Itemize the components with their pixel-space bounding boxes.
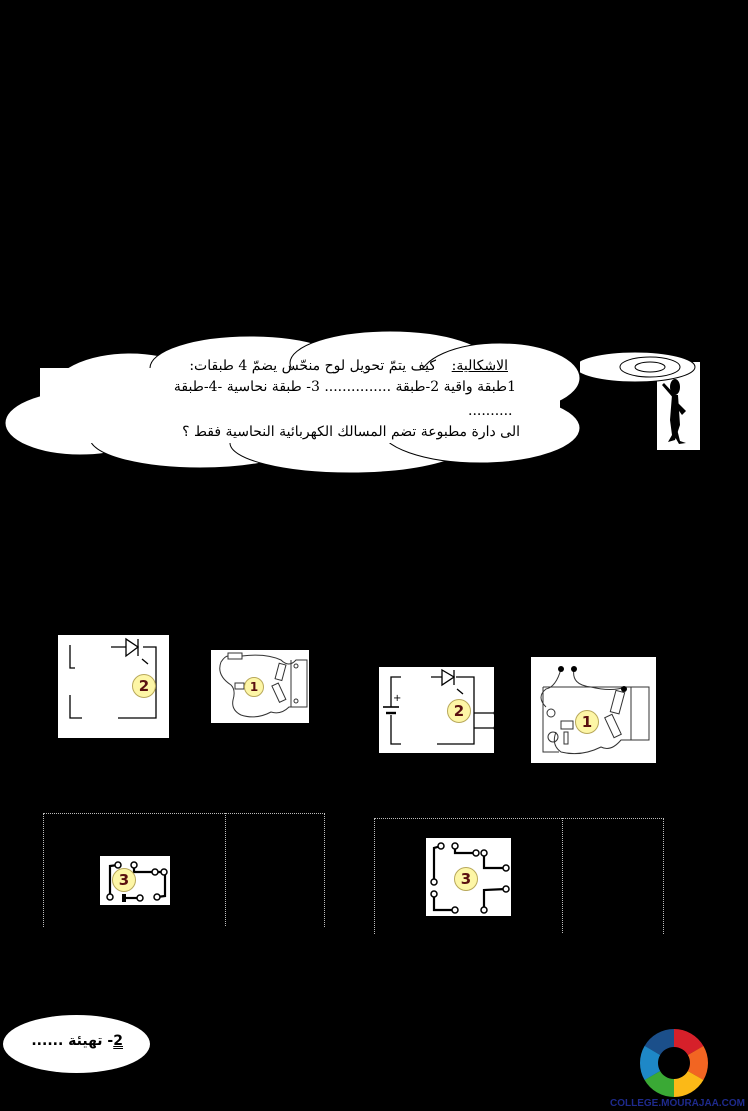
section-number: 2 <box>113 1033 123 1049</box>
section-label: - تهيئة ...... <box>31 1033 114 1049</box>
badge-2: 2 <box>447 699 471 723</box>
left-circuit-photo-panel <box>211 650 309 723</box>
badge-2: 2 <box>132 674 156 698</box>
circuit-photo-illustration <box>531 657 656 763</box>
badge-3: 3 <box>454 867 478 891</box>
problem-line-2: 1طبقة واقية 2-طبقة ............... 3- طبقة نحاسية -4-طبقة <box>173 379 516 395</box>
ufo-character-illustration <box>580 345 705 450</box>
college-mourajaa-logo <box>638 1027 710 1099</box>
battery-led-schematic-diagram <box>379 667 504 753</box>
left-pcb-layout-panel <box>100 856 170 905</box>
logo-text: COLLEGE.MOURAJAA.COM <box>610 1098 745 1109</box>
right-circuit-photo-panel <box>531 657 656 763</box>
problem-line-3: .......... <box>468 403 513 419</box>
right-schematic-panel <box>379 667 494 753</box>
badge-3: 3 <box>112 868 136 892</box>
badge-1: 1 <box>575 710 599 734</box>
right-answer-table <box>374 818 664 934</box>
problem-line-4: الى دارة مطبوعة تضم المسالك الكهربائية النحاسية فقط ؟ <box>182 424 520 440</box>
problem-line-1: كيف يتمّ تحويل لوح منحّس يضمّ 4 طبقات: <box>189 358 436 374</box>
problem-title: الاشكالية: <box>451 358 508 374</box>
left-table-divider <box>225 813 226 926</box>
battery-plus-sign: + <box>393 693 402 704</box>
right-pcb-layout-panel <box>426 838 511 916</box>
left-answer-table <box>43 813 325 927</box>
badge-1: 1 <box>244 677 264 697</box>
right-table-divider <box>562 818 563 933</box>
section-heading <box>31 1033 123 1049</box>
left-schematic-panel <box>58 635 169 738</box>
section-heading-oval <box>3 1015 150 1073</box>
